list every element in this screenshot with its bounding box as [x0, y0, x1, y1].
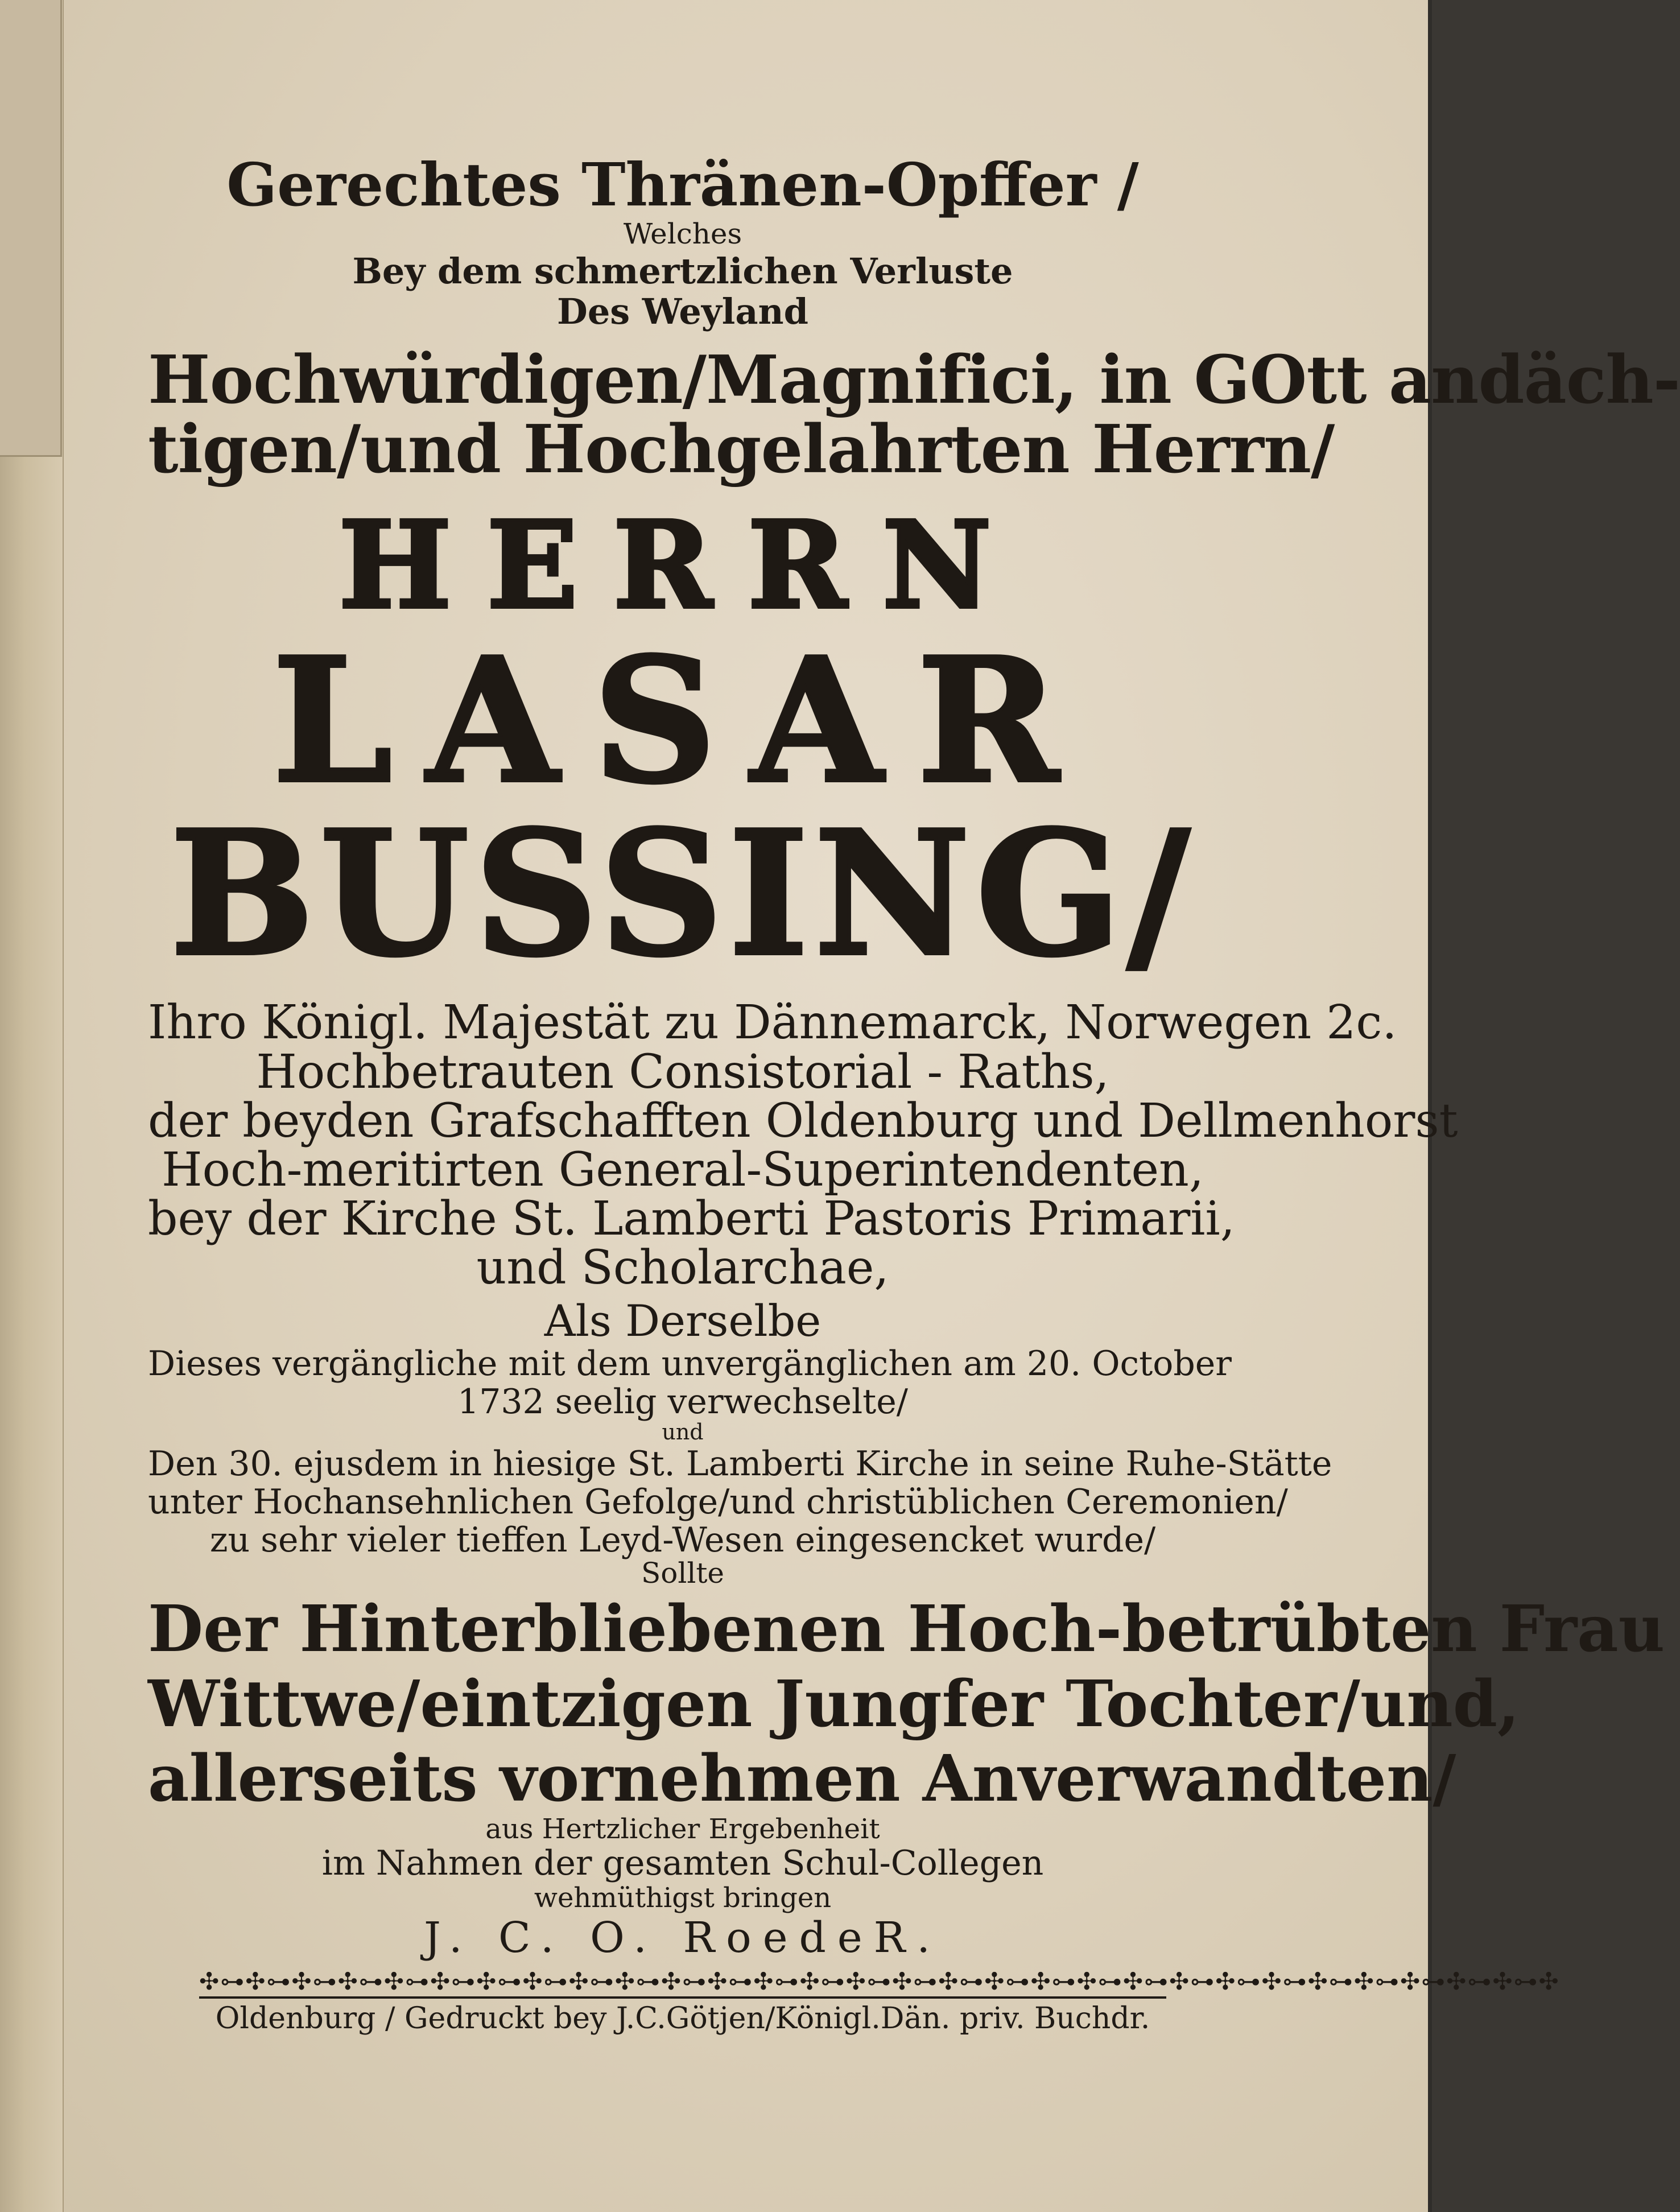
- paper-flap: [0, 0, 62, 457]
- text-line: Den 30. ejusdem in hiesige St. Lamberti Kirche in seine Ruhe-Stätte: [148, 1443, 1332, 1484]
- text-line: unter Hochansehnlichen Gefolge/und christüblichen Ceremonien/: [148, 1481, 1288, 1522]
- ornament-border: ✣⊶✣⊶✣⊶✣⊶✣⊶✣⊶✣⊶✣⊶✣⊶✣⊶✣⊶✣⊶✣⊶✣⊶✣⊶✣⊶✣⊶✣⊶✣⊶✣⊶✣⊶✣⊶✣⊶✣⊶✣⊶✣⊶✣⊶✣⊶✣⊶✣: [199, 1967, 1560, 1996]
- imprint-line: Oldenburg / Gedruckt bey J.C.Götjen/Königl.Dän. priv. Buchdr.: [215, 2001, 1150, 2036]
- text-line: zu sehr vieler tieffen Leyd-Wesen eingesencket wurde/: [209, 1520, 1156, 1560]
- text-line: und Scholarchae,: [476, 1240, 889, 1295]
- text-line: Hoch-meritirten General-Superintendenten,: [162, 1142, 1204, 1197]
- text-line: tigen/und Hochgelahrten Herrn/: [148, 410, 1335, 488]
- text-line: und: [662, 1419, 704, 1445]
- text-line: wehmüthigst bringen: [534, 1882, 832, 1914]
- text-line: bey der Kirche St. Lamberti Pastoris Primarii,: [148, 1191, 1235, 1246]
- name-decorative-first: LASAR: [272, 620, 1093, 822]
- text-line: Wittwe/eintzigen Jungfer Tochter/und,: [148, 1666, 1520, 1741]
- text-line: allerseits vornehmen Anverwandten/: [148, 1741, 1456, 1817]
- heading-line: Gerechtes Thränen-Opffer /: [226, 150, 1139, 220]
- text-line: Sollte: [641, 1556, 725, 1590]
- text-line: der beyden Grafschafften Oldenburg und Dellmenhorst: [148, 1093, 1458, 1148]
- text-line: Als Derselbe: [544, 1295, 822, 1347]
- title-page-text: [148, 150, 1680, 2036]
- text-line: Dieses vergängliche mit dem unvergänglichen am 20. October: [148, 1343, 1232, 1384]
- text-line: Der Hinterbliebenen Hoch-betrübten Frau: [148, 1592, 1665, 1667]
- text-line: Welches: [623, 217, 742, 251]
- text-line: Des Weyland: [557, 290, 808, 332]
- text-line: 1732 seelig verwechselte/: [457, 1381, 908, 1422]
- text-line: im Nahmen der gesamten Schul-Collegen: [321, 1843, 1044, 1884]
- text-line: Hochbetrauten Consistorial - Raths,: [256, 1045, 1109, 1099]
- author-line: J. C. O. RoedeR.: [424, 1913, 942, 1962]
- text-line: aus Hertzlicher Ergebenheit: [485, 1813, 880, 1845]
- name-decorative-herrn: HERRN: [339, 495, 1027, 636]
- text-line: Ihro Königl. Majestät zu Dännemarck, Norwegen 2c.: [148, 996, 1397, 1050]
- divider: [199, 1996, 1166, 1999]
- text-line: Hochwürdigen/Magnifici, in GOtt andäch-: [148, 341, 1680, 419]
- name-decorative-surname: BUSSING/: [170, 793, 1196, 994]
- text-line: Bey dem schmertzlichen Verluste: [352, 250, 1013, 292]
